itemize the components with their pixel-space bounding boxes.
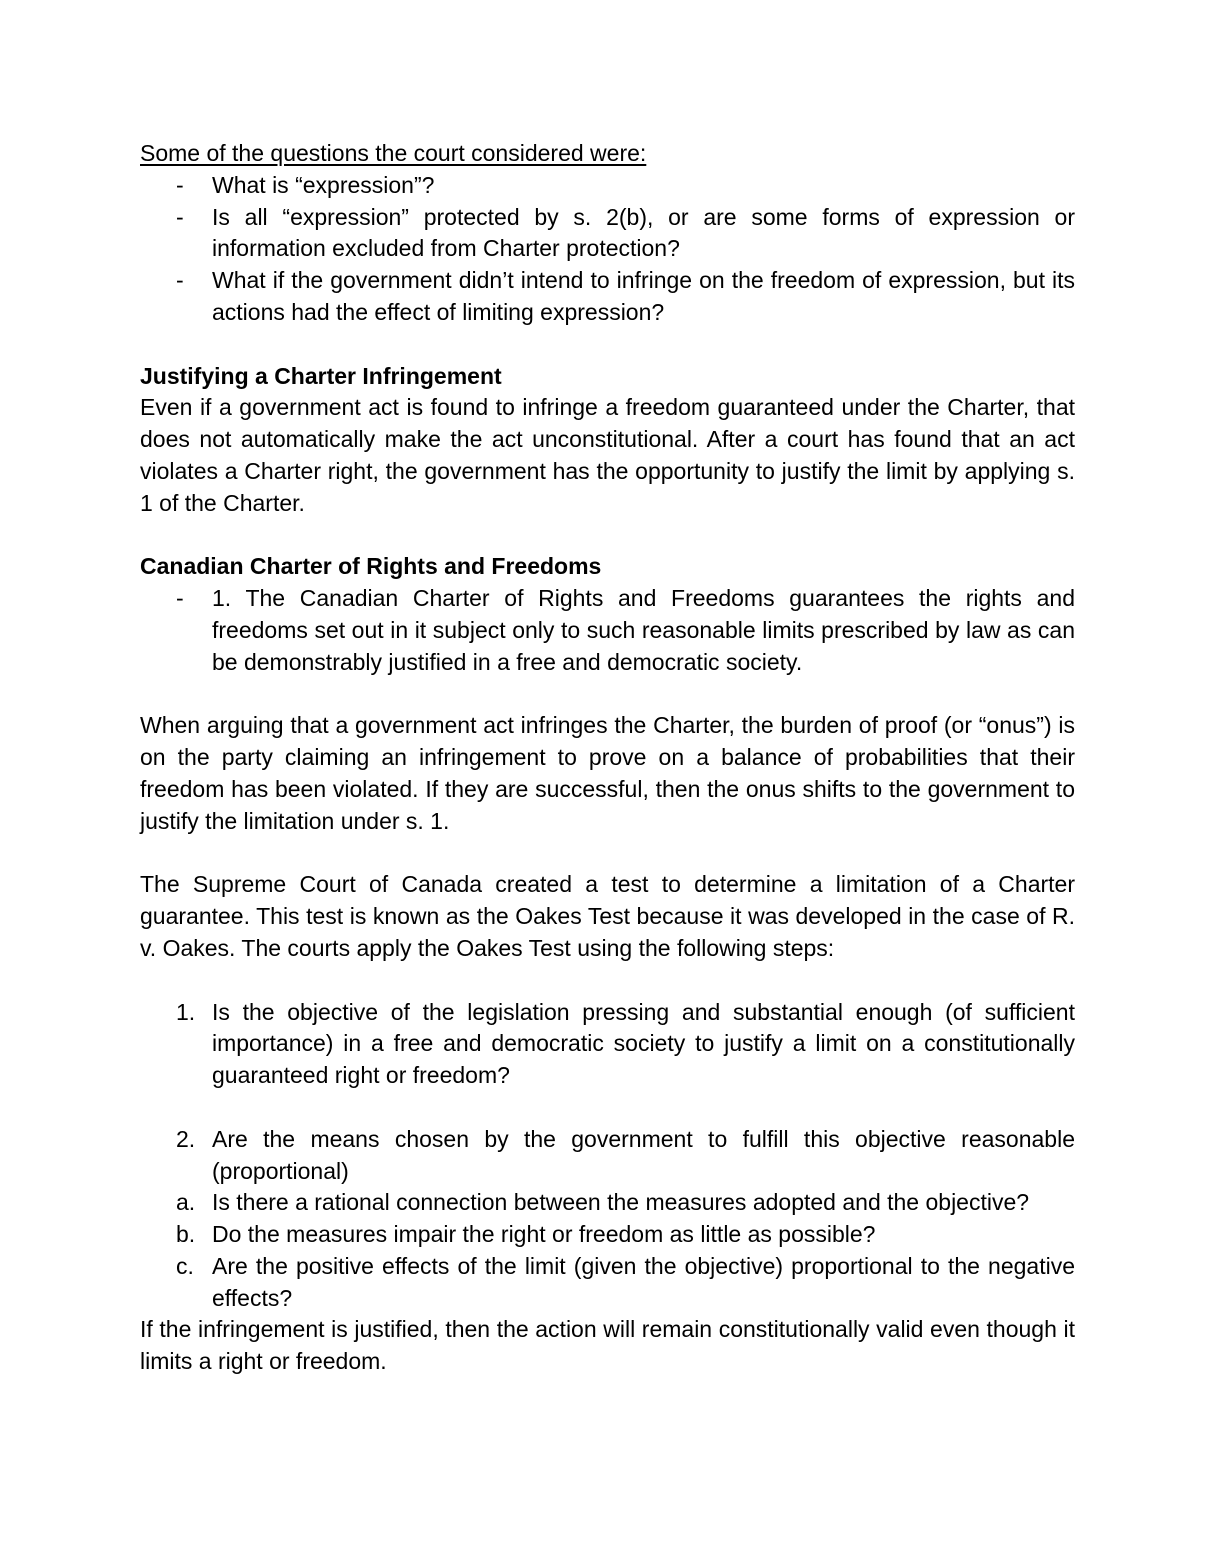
document-page — [140, 138, 1075, 1378]
list-item — [140, 170, 1075, 202]
paragraph-onus: When arguing that a government act infringes the Charter, the burden of proof (or “onus”) is on the party claiming an infringement to prove on a balance of probabilities that their freedom has been violated. If they are successful, then the onus shifts to the government to justify the limitation under s. 1. — [140, 712, 1075, 834]
paragraph-conclusion: If the infringement is justified, then the action will remain constitutionally valid even though it limits a right or freedom. — [140, 1316, 1075, 1375]
oakes-step — [140, 1124, 1075, 1188]
dash-bullet: - — [176, 267, 184, 294]
charter-section-list — [140, 583, 1075, 678]
list-item — [140, 202, 1075, 266]
substep-text: Are the positive effects of the limit (given the objective) proportional to the negative effects? — [212, 1252, 1075, 1311]
oakes-substeps-list — [140, 1187, 1075, 1314]
section-heading-justifying: Justifying a Charter Infringement — [140, 362, 502, 389]
list-item-text: What if the government didn’t intend to infringe on the freedom of expression, but its actions had the effect of limiting expression? — [212, 267, 1075, 325]
list-item — [140, 583, 1075, 678]
oakes-substep — [140, 1251, 1075, 1315]
dash-bullet: - — [176, 171, 184, 198]
oakes-substep — [140, 1187, 1075, 1219]
step-text: Is the objective of the legislation pressing and substantial enough (of sufficient importance) in a free and democratic society to justify a limit on a constitutionally guaranteed right or freedom? — [212, 998, 1075, 1089]
step-number: 1. — [176, 998, 196, 1025]
paragraph-oakes: The Supreme Court of Canada created a test to determine a limitation of a Charter guarantee. This test is known as the Oakes Test because it was developed in the case of R. v. Oakes. The courts apply the Oakes Test using the following steps: — [140, 871, 1075, 961]
substep-letter: a. — [176, 1189, 196, 1216]
list-item-text: Is all “expression” protected by s. 2(b), or are some forms of expression or information excluded from Charter protection? — [212, 203, 1075, 262]
dash-bullet: - — [176, 585, 184, 612]
substep-letter: b. — [176, 1221, 196, 1248]
oakes-substep — [140, 1219, 1075, 1251]
substep-letter: c. — [176, 1252, 194, 1279]
substep-text: Do the measures impair the right or freedom as little as possible? — [212, 1221, 876, 1248]
questions-heading: Some of the questions the court considered were: — [140, 140, 647, 166]
section-heading-charter: Canadian Charter of Rights and Freedoms — [140, 553, 602, 580]
oakes-step — [140, 997, 1075, 1092]
paragraph-justifying: Even if a government act is found to infringe a freedom guaranteed under the Charter, that does not automatically make the act unconstitutional. After a court has found that an act violates a Charter right, the government has the opportunity to justify the limit by applying s. 1 of the Charter. — [140, 394, 1075, 516]
list-item — [140, 265, 1075, 329]
step-number: 2. — [176, 1125, 196, 1152]
oakes-steps-list — [140, 997, 1075, 1188]
list-item-text: What is “expression”? — [212, 171, 435, 198]
step-text: Are the means chosen by the government to fulfill this objective reasonable (proportional) — [212, 1125, 1075, 1184]
dash-bullet: - — [176, 203, 184, 230]
questions-list — [140, 170, 1075, 329]
list-item-text: 1. The Canadian Charter of Rights and Freedoms guarantees the rights and freedoms set out in it subject only to such reasonable limits prescribed by law as can be demonstrably justified in a free and democratic society. — [212, 585, 1075, 675]
substep-text: Is there a rational connection between the measures adopted and the objective? — [212, 1189, 1030, 1216]
